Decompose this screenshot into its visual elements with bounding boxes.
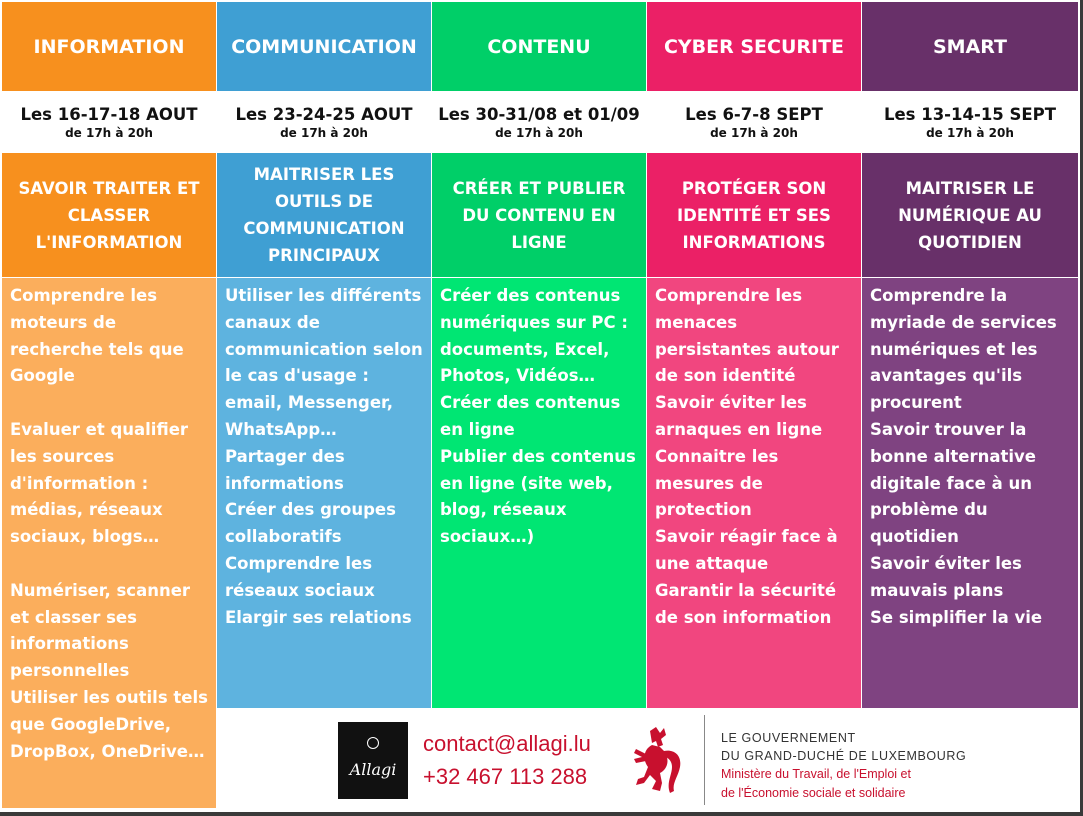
list-item: Utiliser les différents canaux de communication selon le cas d'usage : email, Messenger, WhatsApp…	[225, 286, 423, 439]
list-item: Partager des informations	[225, 446, 345, 493]
list-item: Créer des groupes collaboratifs	[225, 500, 396, 547]
allagi-logo-icon	[338, 722, 408, 799]
list-item: Se simplifier la vie	[870, 607, 1043, 627]
list-item: Garantir la sécurité de son information	[655, 580, 837, 627]
column-subtitle: SAVOIR TRAITER ET CLASSER L'INFORMATION	[2, 153, 216, 277]
date-block	[647, 92, 861, 152]
list-item: Numériser, scanner et classer ses informations personnelles	[10, 580, 191, 681]
session-hours: de 17h à 20h	[65, 126, 153, 140]
session-dates: Les 6-7-8 SEPT	[685, 105, 823, 124]
logo-ring	[367, 737, 379, 749]
column-subtitle: CRÉER ET PUBLIER DU CONTENU EN LIGNE	[432, 153, 646, 277]
column-subtitle: PROTÉGER SON IDENTITÉ ET SES INFORMATIONS	[647, 153, 861, 277]
spacer	[10, 390, 210, 417]
column-body	[647, 278, 861, 708]
column-title: CYBER SECURITE	[647, 2, 861, 91]
logo-wordmark: Allagi	[349, 760, 397, 779]
date-block	[432, 92, 646, 152]
date-block	[862, 92, 1078, 152]
session-dates: Les 13-14-15 SEPT	[883, 105, 1057, 124]
date-block	[2, 92, 216, 152]
ministry-line-1: Ministère du Travail, de l'Emploi et	[721, 767, 911, 781]
contact-email[interactable]: contact@allagi.lu	[423, 731, 591, 756]
column-title: SMART	[862, 2, 1078, 91]
list-item: Savoir éviter les arnaques en ligne	[655, 393, 823, 439]
column-title: COMMUNICATION	[217, 2, 431, 91]
gov-line-1: LE GOUVERNEMENT	[721, 731, 856, 745]
list-item: Elargir ses relations	[225, 607, 412, 627]
luxembourg-lion-icon	[630, 725, 688, 797]
ministry-line-2: de l'Économie sociale et solidaire	[721, 786, 906, 800]
column-subtitle: MAITRISER LE NUMÉRIQUE AU QUOTIDIEN	[862, 153, 1078, 277]
list-item: Comprendre les réseaux sociaux	[225, 553, 375, 600]
column-title: INFORMATION	[2, 2, 216, 91]
spacer	[10, 551, 210, 578]
column-subtitle: MAITRISER LES OUTILS DE COMMUNICATION PRINCIPAUX	[217, 153, 431, 277]
list-item: Savoir réagir face à une attaque	[655, 527, 838, 573]
list-item: Créer des contenus en ligne	[440, 393, 621, 439]
column-body	[2, 278, 216, 808]
column-body	[217, 278, 431, 708]
list-item: Comprendre la myriade de services numériques et les avantages qu'ils procurent	[870, 286, 1057, 413]
session-hours: de 17h à 20h	[495, 126, 583, 140]
list-item: Créer des contenus numériques sur PC : documents, Excel, Photos, Vidéos…	[440, 286, 628, 386]
date-block	[217, 92, 431, 152]
contact-phone[interactable]: +32 467 113 288	[423, 764, 588, 789]
government-block	[721, 729, 966, 803]
list-item: Evaluer et qualifier les sources d'information : médias, réseaux sociaux, blogs…	[10, 419, 189, 547]
session-dates: Les 30-31/08 et 01/09	[438, 105, 640, 124]
gov-line-2: DU GRAND-DUCHÉ DE LUXEMBOURG	[721, 749, 967, 763]
list-item: Utiliser les outils tels que GoogleDrive, DropBox, OneDrive…	[10, 687, 208, 761]
contact-block	[423, 727, 591, 793]
session-hours: de 17h à 20h	[926, 126, 1014, 140]
list-item: Comprendre les menaces persistantes autour de son identité	[655, 286, 839, 386]
session-dates: Les 16-17-18 AOUT	[20, 105, 198, 124]
column-title: CONTENU	[432, 2, 646, 91]
session-dates: Les 23-24-25 AOUT	[235, 105, 413, 124]
column-body	[432, 278, 646, 708]
session-hours: de 17h à 20h	[280, 126, 368, 140]
session-hours: de 17h à 20h	[710, 126, 798, 140]
footer-divider	[704, 715, 705, 805]
list-item: Comprendre les moteurs de recherche tels que Google	[10, 286, 184, 386]
list-item: Savoir éviter les mauvais plans	[870, 553, 1022, 600]
list-item: Savoir trouver la bonne alternative digitale face à un problème du quotidien	[870, 419, 1036, 547]
list-item: Publier des contenus en ligne (site web, blog, réseaux sociaux…)	[440, 446, 636, 547]
list-item: Connaitre les mesures de protection	[655, 446, 779, 520]
footer	[217, 709, 1078, 811]
column-body	[862, 278, 1078, 708]
